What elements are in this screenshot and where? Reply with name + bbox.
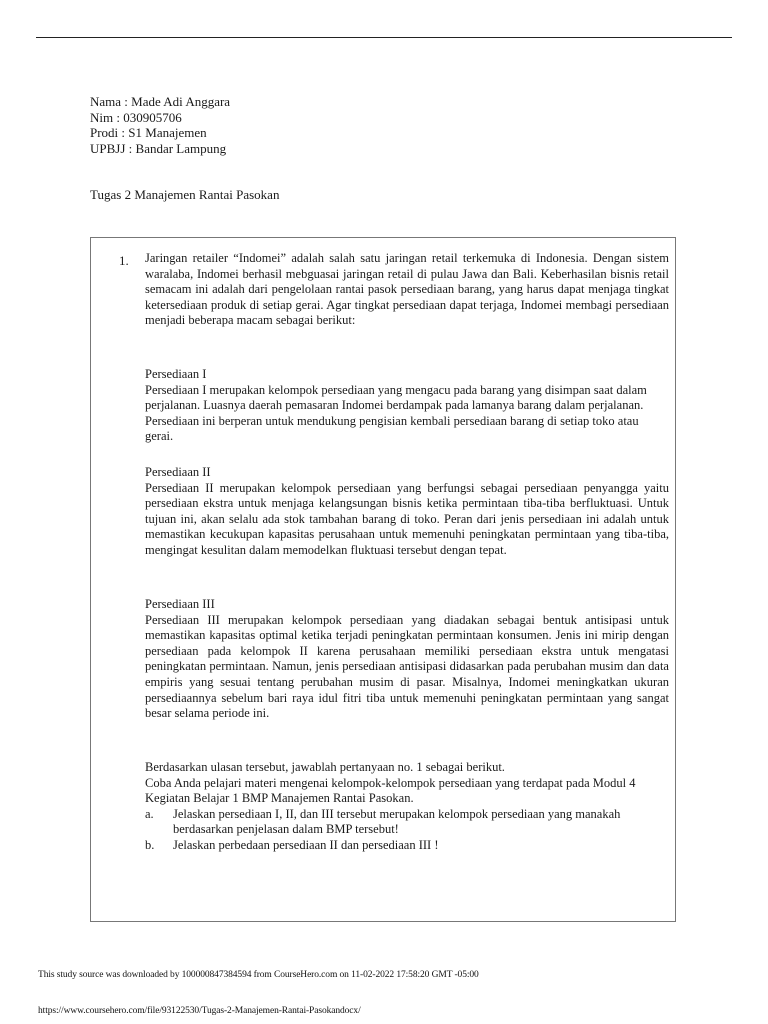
sub-question-a <box>145 807 669 838</box>
task-title: Tugas 2 Manajemen Rantai Pasokan <box>90 187 280 202</box>
section-heading: Persediaan II <box>145 465 211 479</box>
student-info <box>90 94 230 156</box>
section-heading: Persediaan III <box>145 597 215 611</box>
question-number: 1. <box>119 253 129 268</box>
question-instructions <box>145 760 669 854</box>
question-intro: Jaringan retailer “Indomei” adalah salah satu jaringan retail terkemuka di Indonesia. Dengan sistem waralaba, Indomei berhasil mebguasai jaringan retail di pulau Jawa dan Bali. Keberhasilan bisnis retail semacam ini adalah dari pengelolaan rantai pasok persediaan barang, yang harus dapat menjaga tingkat ketersediaan produk di setiap gerai. Agar tingkat persediaan dapat terjaga, Indomei membagi persediaan menjadi beberapa macam sebagai berikut: <box>145 251 669 328</box>
source-url-link[interactable]: https://www.coursehero.com/file/93122530/Tugas-2-Manajemen-Rantai-Pasokandocx/ <box>38 1006 361 1016</box>
section-persediaan-3 <box>145 597 669 722</box>
sub-question-text: Jelaskan perbedaan persediaan II dan persediaan III ! <box>173 837 439 852</box>
student-prodi: Prodi : S1 Manajemen <box>90 125 207 140</box>
sub-question-text: Jelaskan persediaan I, II, dan III tersebut merupakan kelompok persediaan yang manakah berdasarkan penjelasan dalam BMP tersebut! <box>173 806 621 837</box>
student-nim: Nim : 030905706 <box>90 109 182 125</box>
section-body: Persediaan I merupakan kelompok persediaan yang mengacu pada barang yang disimpan saat dalam perjalanan. Luasnya daerah pemasaran Indomei berdampak pada lamanya barang dalam perjalanan. Persediaan ini berperan untuk mendukung pengisian kembali persediaan barang di setiap toko atau gerai. <box>145 382 647 444</box>
instruction-line-1: Berdasarkan ulasan tersebut, jawablah pertanyaan no. 1 sebagai berikut. <box>145 760 505 774</box>
section-persediaan-2 <box>145 465 669 559</box>
section-heading: Persediaan I <box>145 367 207 381</box>
top-divider <box>36 37 732 38</box>
section-persediaan-1 <box>145 367 669 445</box>
student-upbjj: UPBJJ : Bandar Lampung <box>90 140 227 156</box>
sub-question-list <box>145 807 669 854</box>
sub-question-b <box>145 838 669 854</box>
instruction-line-2: Coba Anda pelajari materi mengenai kelompok-kelompok persediaan yang terdapat pada Modul 4 Kegiatan Belajar 1 BMP Manajemen Rantai Pasokan. <box>145 775 636 806</box>
sub-question-marker: a. <box>145 806 154 821</box>
download-notice: This study source was downloaded by 100000847384594 from CourseHero.com on 11-02-2022 17:58:20 GMT -05:00 <box>38 970 479 980</box>
section-body: Persediaan II merupakan kelompok persediaan yang berfungsi sebagai persediaan penyangga yaitu persediaan ekstra untuk menjaga kelangsungan bisnis ketika permintaan tiba-tiba berfluktuasi. Untuk tujuan ini, akan selalu ada stok tambahan barang di toko. Peran dari jenis persediaan ini adalah untuk memastikan kecukupan kapasitas perusahaan untuk memenuhi peningkatan permintaan yang tiba-tiba, mengingat kesulitan dalam memodelkan fluktuasi tersebut dengan tepat. <box>145 480 669 557</box>
student-name: Nama : Made Adi Anggara <box>90 94 231 109</box>
section-body: Persediaan III merupakan kelompok persediaan yang diadakan sebagai bentuk antisipasi untuk memastikan kapasitas optimal ketika terjadi peningkatan permintaan konsumen. Jenis ini mirip dengan persediaan pada kelompok II karena perusahaan memiliki persediaan ekstra untuk mengatasi peningkatan permintaan. Namun, jenis persediaan antisipasi didasarkan pada perubahan musim dan data empiris yang sesuai tentang perubahan musim di pasar. Misalnya, Indomei meningkatkan ukuran persediaannya sebelum bari raya idul fitri tiba untuk memenuhi peningkatan permintaan yang sangat besar selama periode ini. <box>145 612 669 721</box>
sub-question-marker: b. <box>145 837 155 852</box>
